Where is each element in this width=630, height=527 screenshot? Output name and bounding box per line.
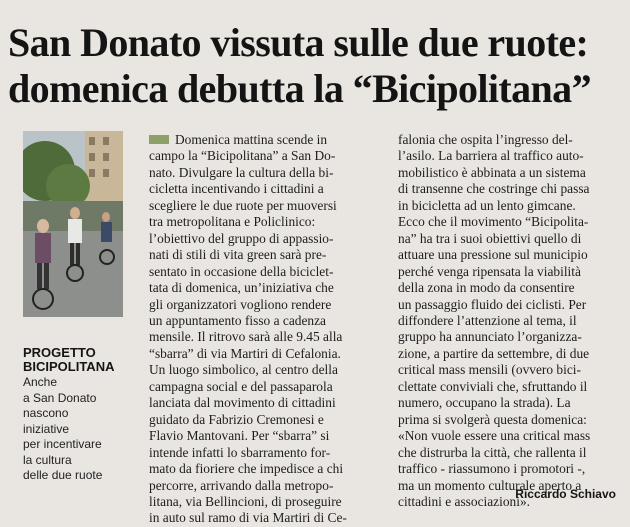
article-line: l’obiettivo del gruppo di appassio-: [149, 230, 334, 246]
article-line: [149, 132, 369, 148]
cyclists-photo-illustration: [23, 131, 123, 317]
sidebar-body: [23, 375, 133, 484]
article-line: cittadini e associazioni».: [398, 493, 531, 509]
sidebar-body-line: delle due ruote: [23, 468, 103, 482]
article-line: lanciata dal movimento di cittadini: [149, 395, 336, 411]
article-line: tra metropolitana e Policlinico:: [149, 214, 316, 230]
headline-line-2: domenica debutta la “Bicipolitana”: [8, 66, 591, 111]
article-line: nato. Divulgare la cultura della bi-: [149, 164, 334, 180]
article-line: litana, via Bellincioni, di proseguire: [149, 493, 342, 509]
article-line: clettate conviviali che, sfruttando il: [398, 378, 588, 394]
headline-line-1: San Donato vissuta sulle due ruote:: [8, 20, 589, 65]
article-line: un passaggio fluido dei ciclisti. Per: [398, 296, 587, 312]
article-line: mensile. Il ritrovo sarà alle 9.45 alla: [149, 329, 343, 345]
article-line: prima si svolgerà questa domenica:: [398, 411, 587, 427]
article-line: diffondere l’attenzione al tema, il: [398, 312, 577, 328]
article-line: tata di domenica, un’iniziativa che: [149, 280, 334, 296]
article-line: in bicicletta ad un lento gimcane.: [398, 197, 576, 213]
article-line: l’asilo. La barriera al traffico auto-: [398, 148, 584, 164]
sidebar-title-line: PROGETTO: [23, 345, 96, 360]
section-marker-icon: [149, 135, 169, 144]
article-line: mato da fioriere che impedisce a chi: [149, 461, 344, 477]
article-line: na” ha tra i suoi obiettivi quello di: [398, 230, 582, 246]
article-line: falonia che ospita l’ingresso del-: [398, 132, 573, 147]
article-line: cicletta incentivando i cittadini a: [149, 181, 324, 197]
author-byline: Riccardo Schiavo: [515, 487, 616, 501]
article-line: numero, occupano la strada). La: [398, 395, 571, 411]
article-line: “sbarra” di via Martiri di Cefalonia.: [149, 345, 341, 361]
sidebar-body-line: a San Donato: [23, 390, 97, 405]
article-line: intende infatti lo sbarramento for-: [149, 444, 331, 460]
sidebar-title-line: BICIPOLITANA: [23, 359, 115, 374]
article-line: in auto sul ramo di via Martiri di Ce-: [149, 510, 347, 526]
sidebar-body-line: iniziative: [23, 421, 70, 436]
article-line: percorre, arrivando dalla metropo-: [149, 477, 334, 493]
article-line: Un luogo simbolico, al centro della: [149, 362, 338, 378]
sidebar-body-line: nascono: [23, 406, 69, 420]
sidebar-body-line: per incentivare: [23, 437, 102, 451]
article-line-text: Domenica mattina scende in: [175, 132, 328, 147]
article-line: gruppo ha annunciato l’organizza-: [398, 329, 582, 345]
article-line: sentato in occasione della biciclet-: [149, 263, 334, 279]
article-line: ma un momento culturale aperto a: [398, 477, 582, 493]
article-line: che distrurba la città, che rallenta il: [398, 444, 587, 460]
article-column-1: [149, 132, 369, 527]
article-line: nati di stili di vita green sarà pre-: [149, 247, 327, 263]
article-line: Flavio Mantovani. Per “sbarra” si: [149, 428, 330, 444]
cyclists-photo: [23, 131, 123, 317]
article-line: attuare una pressione sul municipio: [398, 247, 588, 263]
article-line: gli organizzatori vogliono rendere: [149, 296, 332, 312]
article-line: un appuntamento fisso a cadenza: [149, 312, 326, 328]
article-line: critical mass mensili (ovvero bici-: [398, 362, 581, 378]
article-line: campo la “Bicipolitana” a San Do-: [149, 148, 336, 164]
article-line: della zona in modo da consentire: [398, 280, 575, 296]
article-line: zione, a partire da settembre, di due: [398, 345, 590, 361]
article-line: Ecco che il movimento “Bicipolita-: [398, 214, 589, 230]
sidebar-title: [23, 346, 133, 374]
article-line: traffico - riassumono i promotori -,: [398, 461, 586, 477]
article-column-2: [398, 132, 618, 510]
article-line: mobilistico è abbinata a un sistema: [398, 164, 586, 180]
article-line: perché venga ripensata la viabilità: [398, 263, 581, 279]
sidebar-body-line: Anche: [23, 375, 58, 389]
article-line: scegliere le due ruote per muoversi: [149, 197, 337, 213]
headline: [8, 20, 620, 112]
article-line: campagna social e del passaparola: [149, 378, 333, 394]
article-line: «Non vuole essere una critical mass: [398, 428, 591, 444]
article-line: guidato da Fabrizio Cremonesi e: [149, 411, 324, 427]
sidebar-body-line: la cultura: [23, 452, 72, 467]
article-line: di transenne che costringe chi passa: [398, 181, 590, 197]
